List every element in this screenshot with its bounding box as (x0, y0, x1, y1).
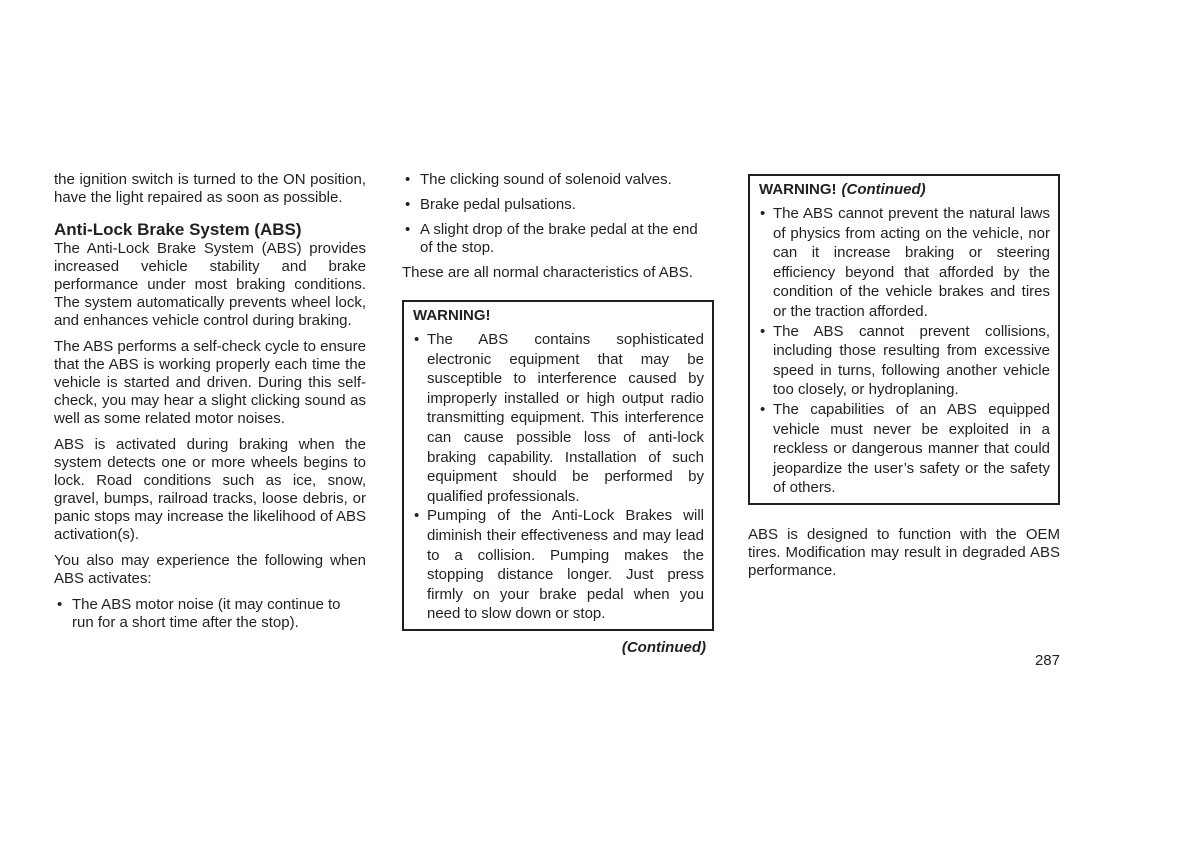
warning-title-suffix: (Continued) (841, 181, 926, 198)
warning-item: • Pumping of the Anti-Lock Brakes will diminish their effectiveness and may lead to a collision. Pumping makes the stopping distance longer. Just press firmly on your brake pedal when you need to slow down or stop. (413, 506, 704, 624)
body-paragraph: You also may experience the following when ABS activates: (54, 552, 366, 587)
body-paragraph: The Anti-Lock Brake System (ABS) provides increased vehicle stability and brake performance under most braking conditions. The system automatically prevents wheel lock, and enhances vehicle control during braking. (54, 240, 366, 329)
warning-list (413, 330, 704, 624)
right-column (748, 171, 1060, 587)
warning-title: WARNING! (413, 307, 491, 324)
list-item: • The clicking sound of solenoid valves. (402, 171, 714, 189)
middle-column (402, 171, 714, 657)
warning-item: • The ABS cannot prevent collisions, including those resulting from excessive speed in turns, following another vehicle too closely, or hydroplaning. (759, 322, 1050, 400)
warning-item: • The ABS cannot prevent the natural laws of physics from acting on the vehicle, nor can it increase braking or steering efficiency beyond that afforded by the condition of the vehicle brakes and tires or the traction afforded. (759, 204, 1050, 322)
warning-box (402, 300, 714, 631)
warning-list (759, 204, 1050, 498)
left-column (54, 171, 366, 639)
list-item: • Brake pedal pulsations. (402, 196, 714, 214)
warning-item: • The ABS contains sophisticated electronic equipment that may be susceptible to interference caused by improperly installed or high output radio transmitting equipment. This interference can cause possible loss of anti-lock braking capability. Installation of such equipment should be performed by qualified professionals. (413, 330, 704, 506)
warning-title-text: WARNING! (759, 181, 837, 198)
bullet-list (402, 171, 714, 257)
body-paragraph: ABS is activated during braking when the system detects one or more wheels begins to lock. Road conditions such as ice, snow, gravel, bumps, railroad tracks, loose debris, or panic stops may increase the likelihood of ABS activation(s). (54, 436, 366, 543)
page-number: 287 (1034, 652, 1060, 669)
warning-title (759, 181, 1050, 199)
body-paragraph: The ABS performs a self-check cycle to ensure that the ABS is working properly each time the vehicle is started and driven. During this self-check, you may hear a slight clicking sound as well as some related motor noises. (54, 338, 366, 427)
section-heading: Anti-Lock Brake System (ABS) (54, 220, 302, 239)
summary-paragraph: These are all normal characteristics of ABS. (402, 264, 693, 281)
intro-paragraph: the ignition switch is turned to the ON position, have the light repaired as soon as possible. (54, 171, 366, 206)
note-paragraph: ABS is designed to function with the OEM tires. Modification may result in degraded ABS performance. (748, 525, 1060, 579)
list-item: • A slight drop of the brake pedal at the end of the stop. (402, 221, 714, 257)
bullet-list (54, 596, 366, 632)
continued-label: (Continued) (621, 638, 706, 656)
list-item: • The ABS motor noise (it may continue to run for a short time after the stop). (54, 596, 366, 632)
warning-box-continued (748, 174, 1060, 505)
warning-item: • The capabilities of an ABS equipped vehicle must never be exploited in a reckless or dangerous manner that could jeopardize the user’s safety or the safety of others. (759, 400, 1050, 498)
